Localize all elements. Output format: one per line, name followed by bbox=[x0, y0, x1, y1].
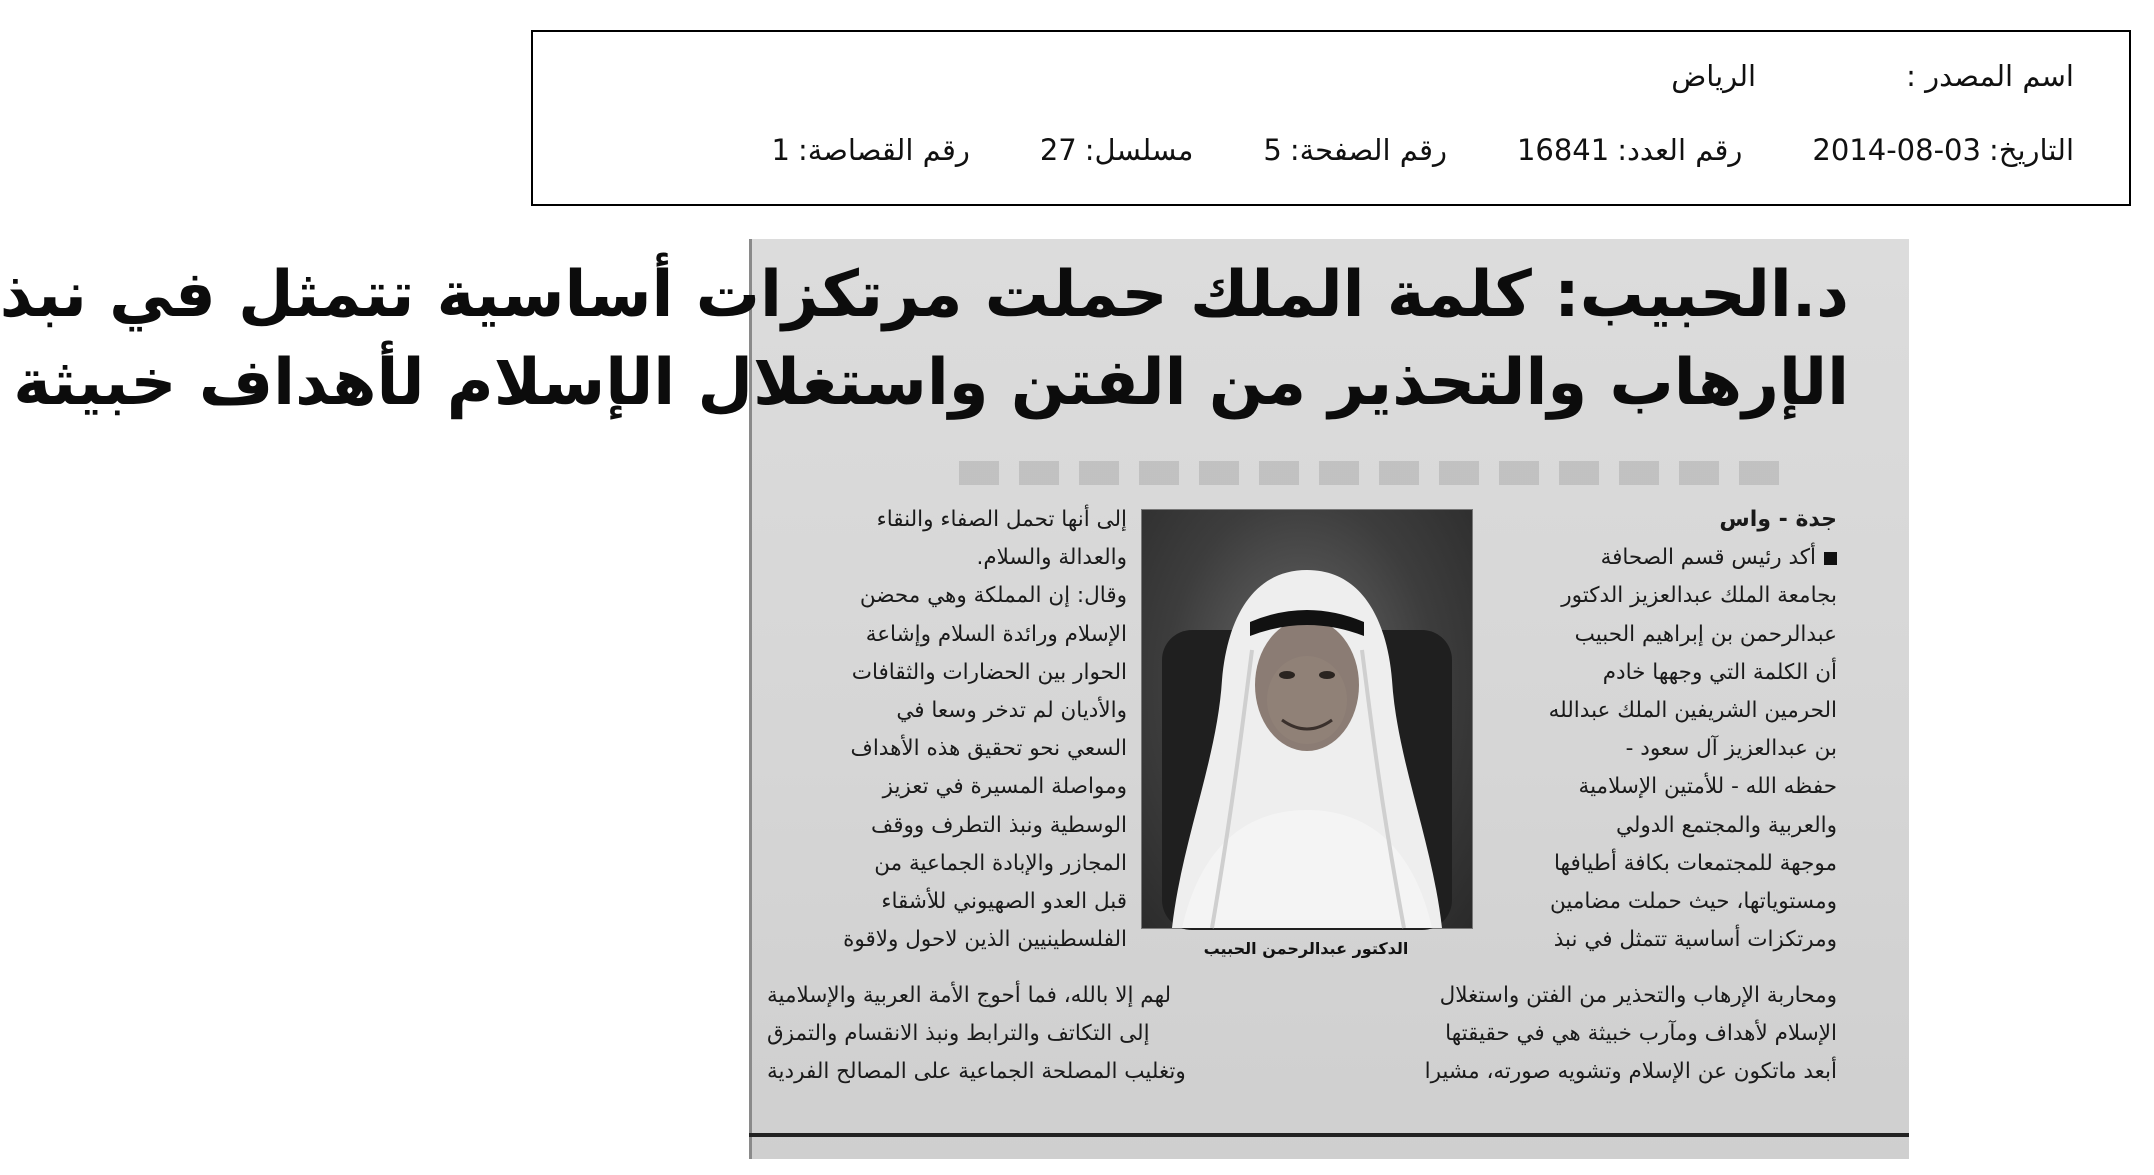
issue-value: 16841 bbox=[1516, 133, 1610, 167]
article-column-left bbox=[767, 501, 1127, 959]
page-rule bbox=[749, 1133, 1909, 1137]
column-line: والعدالة والسلام. bbox=[976, 545, 1127, 571]
bottom-row-left: إلى التكاتف والترابط ونبذ الانقسام والتمزق bbox=[767, 1021, 1150, 1047]
article-column-right bbox=[1507, 501, 1837, 959]
column-line: الوسطية ونبذ التطرف ووقف bbox=[870, 812, 1127, 838]
column-line: عبدالرحمن بن إبراهيم الحبيب bbox=[1574, 621, 1837, 647]
column-line: أن الكلمة التي وجهها خادم bbox=[1602, 659, 1837, 685]
page-label: رقم الصفحة: bbox=[1289, 133, 1447, 167]
bottom-row bbox=[767, 1015, 1837, 1053]
column-line: المجازر والإبادة الجماعية من bbox=[874, 850, 1127, 876]
source-value: الرياض bbox=[1671, 59, 1757, 93]
column-line: وقال: إن المملكة وهي محضن bbox=[859, 583, 1127, 609]
bottom-row-right: الإسلام لأهداف ومآرب خبيثة هي في حقيقتها bbox=[1445, 1021, 1837, 1047]
bleed-through-text bbox=[959, 461, 1779, 485]
date-field bbox=[1812, 133, 2074, 167]
column-line: بن عبدالعزيز آل سعود - bbox=[1625, 736, 1837, 762]
date-value: 2014-08-03 bbox=[1812, 133, 1981, 167]
article-bottom-rows bbox=[767, 977, 1837, 1092]
clip-number-label: رقم القصاصة: bbox=[797, 133, 970, 167]
headline-line-2: الإرهاب والتحذير من الفتن واستغلال الإسلام لأهداف خبيثة bbox=[13, 346, 1849, 420]
column-line: الحرمين الشريفين الملك عبدالله bbox=[1548, 698, 1837, 724]
portrait-illustration bbox=[1142, 510, 1472, 928]
bullet-square-icon bbox=[1824, 552, 1837, 565]
column-line: الحوار بين الحضارات والثقافات bbox=[851, 659, 1127, 685]
column-line: أكد رئيس قسم الصحافة bbox=[1507, 539, 1837, 577]
page-field bbox=[1263, 133, 1447, 167]
article-headline bbox=[0, 251, 1849, 427]
newspaper-clipping bbox=[0, 239, 1909, 1159]
bottom-row bbox=[767, 977, 1837, 1015]
column-line: والأديان لم تدخر وسعا في bbox=[896, 698, 1127, 724]
issue-label: رقم العدد: bbox=[1617, 133, 1743, 167]
column-line: إلى أنها تحمل الصفاء والنقاء bbox=[876, 507, 1127, 532]
column-line: ومرتكزات أساسية تتمثل في نبذ bbox=[1553, 927, 1837, 953]
serial-label: مسلسل: bbox=[1084, 133, 1194, 167]
meta-row bbox=[588, 128, 2074, 172]
column-line: موجهة للمجتمعات بكافة أطيافها bbox=[1554, 850, 1837, 876]
bottom-row-right: ومحاربة الإرهاب والتحذير من الفتن واستغلال bbox=[1439, 983, 1837, 1008]
serial-field bbox=[1040, 133, 1194, 167]
source-label: اسم المصدر : bbox=[1906, 59, 2074, 93]
source-row bbox=[588, 54, 2074, 98]
column-line: والعربية والمجتمع الدولي bbox=[1615, 812, 1837, 838]
column-line: حفظه الله - للأمتين الإسلامية bbox=[1578, 774, 1837, 800]
column-line: الإسلام ورائدة السلام وإشاعة bbox=[865, 621, 1127, 647]
clip-number-value: 1 bbox=[771, 133, 790, 167]
column-line: الفلسطينيين الذين لاحول ولاقوة bbox=[843, 927, 1127, 953]
photo-caption: الدكتور عبدالرحمن الحبيب bbox=[1203, 939, 1409, 958]
bottom-row bbox=[767, 1053, 1837, 1091]
column-line: ومستوياتها، حيث حملت مضامين bbox=[1549, 889, 1837, 915]
column-line: ومواصلة المسيرة في تعزيز bbox=[882, 774, 1127, 800]
bottom-row-right: أبعد ماتكون عن الإسلام وتشويه صورته، مشيرا bbox=[1424, 1059, 1837, 1085]
column-line: قبل العدو الصهيوني للأشقاء bbox=[881, 889, 1127, 915]
serial-value: 27 bbox=[1039, 133, 1077, 167]
issue-field bbox=[1517, 133, 1742, 167]
headline-line-1: د.الحبيب: كلمة الملك حملت مرتكزات أساسية تتمثل في نبذ bbox=[0, 258, 1849, 332]
clip-number-field bbox=[772, 133, 970, 167]
column-line: بجامعة الملك عبدالعزيز الدكتور bbox=[1561, 583, 1837, 609]
portrait-photo bbox=[1141, 509, 1473, 929]
column-line: السعي نحو تحقيق هذه الأهداف bbox=[850, 736, 1127, 762]
bottom-row-left: وتغليب المصلحة الجماعية على المصالح الفردية bbox=[767, 1059, 1186, 1085]
bottom-row-left: لهم إلا بالله، فما أحوج الأمة العربية والإسلامية bbox=[767, 983, 1172, 1008]
dateline: جدة - واس bbox=[1719, 507, 1837, 532]
page-value: 5 bbox=[1263, 133, 1282, 167]
clipping-info-box bbox=[531, 30, 2131, 206]
date-label: التاريخ: bbox=[1988, 133, 2074, 167]
